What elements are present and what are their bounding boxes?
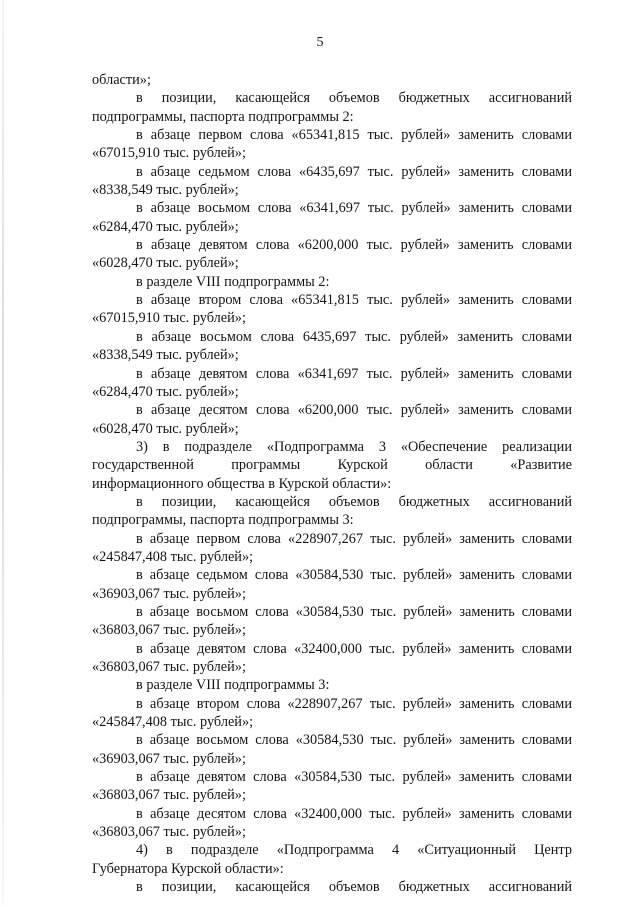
text-line: в абзаце девятом слова «6200,000 тыс. рублей» заменить словами	[136, 237, 572, 254]
text-line: «36903,067 тыс. рублей»;	[92, 585, 246, 602]
text-line: в абзаце восьмом слова 6435,697 тыс. рублей» заменить словами	[136, 328, 572, 345]
text-line: в позиции, касающейся объемов бюджетных ассигнований	[136, 879, 572, 896]
text-line: «67015,910 тыс. рублей»;	[92, 145, 246, 162]
text-line: в абзаце седьмом слова «6435,697 тыс. рублей» заменить словами	[136, 163, 572, 180]
text-line: в абзаце первом слова «228907,267 тыс. рублей» заменить словами	[136, 530, 572, 547]
text-line: «245847,408 тыс. рублей»;	[92, 548, 254, 565]
text-line: государственной программы Курской области «Развитие	[92, 457, 572, 474]
text-line: «6284,470 тыс. рублей»;	[92, 218, 239, 235]
text-line: в абзаце восьмом слова «6341,697 тыс. рублей» заменить словами	[136, 200, 572, 217]
text-line: подпрограммы, паспорта подпрограммы 2:	[92, 108, 354, 125]
text-line: «6028,470 тыс. рублей»;	[92, 255, 239, 272]
text-line: «6284,470 тыс. рублей»;	[92, 383, 239, 400]
text-line: Губернатора Курской области»:	[92, 860, 284, 877]
text-line: в позиции, касающейся объемов бюджетных ассигнований	[136, 493, 572, 510]
text-line: «6028,470 тыс. рублей»;	[92, 420, 239, 437]
text-line: «67015,910 тыс. рублей»;	[92, 310, 246, 327]
text-line: области»;	[92, 72, 151, 88]
text-line: в абзаце девятом слова «6341,697 тыс. рублей» заменить словами	[136, 365, 572, 382]
text-line: информационного общества в Курской области»:	[92, 475, 392, 492]
text-line: «36803,067 тыс. рублей»;	[92, 622, 246, 639]
text-line: «8338,549 тыс. рублей»;	[92, 182, 239, 199]
text-line: подпрограммы, паспорта подпрограммы 3:	[92, 512, 354, 529]
text-line: в абзаце втором слова «228907,267 тыс. рублей» заменить словами	[136, 695, 572, 712]
text-line: «36803,067 тыс. рублей»;	[92, 824, 246, 841]
text-line: в разделе VIII подпрограммы 2:	[136, 273, 330, 290]
text-line: в абзаце девятом слова «30584,530 тыс. рублей» заменить словами	[136, 769, 572, 786]
text-line: в абзаце десятом слова «32400,000 тыс. рублей» заменить словами	[136, 805, 572, 822]
text-line: «8338,549 тыс. рублей»;	[92, 347, 239, 364]
text-line: в абзаце десятом слова «6200,000 тыс. рублей» заменить словами	[136, 402, 572, 419]
text-line: «245847,408 тыс. рублей»;	[92, 714, 254, 731]
text-line: «36803,067 тыс. рублей»;	[92, 659, 246, 675]
text-line: в абзаце втором слова «65341,815 тыс. рублей» заменить словами	[136, 292, 572, 309]
text-line: «36903,067 тыс. рублей»;	[92, 750, 246, 767]
text-line: 3) в подразделе «Подпрограмма 3 «Обеспечение реализации	[136, 438, 572, 455]
page-number: 5	[316, 35, 324, 50]
text-line: 4) в подразделе «Подпрограмма 4 «Ситуационный Центр	[136, 842, 572, 859]
scan-edge	[2, 0, 4, 905]
text-line: в позиции, касающейся объемов бюджетных ассигнований	[136, 90, 572, 107]
text-line: в абзаце первом слова «65341,815 тыс. рублей» заменить словами	[136, 127, 572, 144]
document-body	[92, 71, 572, 896]
text-line: в абзаце девятом слова «32400,000 тыс. рублей» заменить словами	[136, 640, 572, 657]
text-line: в абзаце восьмом слова «30584,530 тыс. рублей» заменить словами	[136, 603, 572, 620]
text-line: в абзаце восьмом слова «30584,530 тыс. рублей» заменить словами	[136, 732, 572, 749]
text-line: в разделе VIII подпрограммы 3:	[136, 677, 330, 694]
text-line: в абзаце седьмом слова «30584,530 тыс. рублей» заменить словами	[136, 567, 572, 584]
text-line: «36803,067 тыс. рублей»;	[92, 787, 246, 804]
